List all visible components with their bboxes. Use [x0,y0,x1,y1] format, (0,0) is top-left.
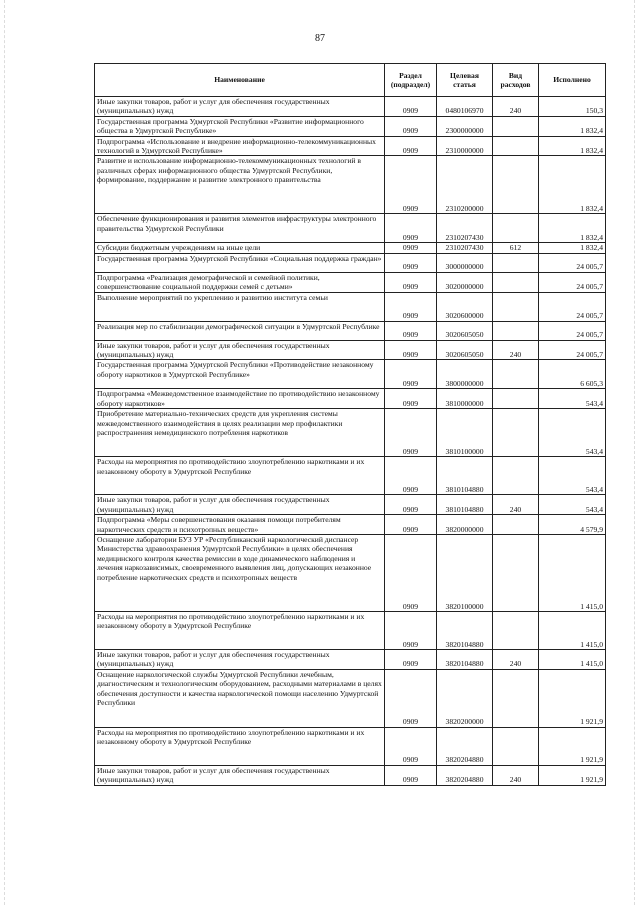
row-executed: 24 005,7 [539,340,606,360]
table-row [95,515,606,535]
header-name: Наименование [95,64,385,97]
row-kind [493,292,539,321]
row-name: Иные закупки товаров, работ и услуг для обеспечения государственных (муниципальных) нужд [95,97,385,117]
row-target: 3020605050 [437,321,493,340]
row-section: 0909 [385,360,437,389]
row-executed: 1 832,4 [539,116,606,136]
row-target: 3820104880 [437,611,493,649]
row-name: Выполнение мероприятий по укреплению и развитию института семьи [95,292,385,321]
row-kind [493,321,539,340]
row-executed: 1 832,4 [539,214,606,243]
row-section: 0909 [385,136,437,156]
row-kind [493,156,539,214]
row-executed: 1 832,4 [539,243,606,253]
row-executed: 1 832,4 [539,156,606,214]
row-section: 0909 [385,409,437,457]
row-name: Иные закупки товаров, работ и услуг для обеспечения государственных (муниципальных) нужд [95,495,385,515]
row-kind: 612 [493,243,539,253]
row-executed: 24 005,7 [539,253,606,272]
table-row [95,360,606,389]
row-target: 3020605050 [437,340,493,360]
table-row [95,97,606,117]
row-section: 0909 [385,669,437,727]
row-target: 3820104880 [437,649,493,669]
row-executed: 1 921,9 [539,727,606,765]
row-executed: 1 921,9 [539,669,606,727]
table-row [95,669,606,727]
scan-edge-left [4,0,6,905]
table-row [95,765,606,785]
row-executed: 543,4 [539,495,606,515]
row-kind [493,669,539,727]
row-kind [493,534,539,611]
row-kind: 240 [493,340,539,360]
row-name: Подпрограмма «Реализация демографической и семейной политики, совершенствование социальной поддержки семей с детьми» [95,272,385,292]
table-row [95,611,606,649]
row-target: 3820204880 [437,765,493,785]
row-executed: 543,4 [539,389,606,409]
row-section: 0909 [385,727,437,765]
row-executed: 1 415,0 [539,611,606,649]
table-row [95,389,606,409]
row-target: 2310207430 [437,214,493,243]
row-name: Государственная программа Удмуртской Республики «Развитие информационного общества в Удмуртской Республике» [95,116,385,136]
row-executed: 24 005,7 [539,292,606,321]
row-target: 3820100000 [437,534,493,611]
table-row [95,253,606,272]
row-section: 0909 [385,214,437,243]
row-target: 2310207430 [437,243,493,253]
row-section: 0909 [385,457,437,495]
row-section: 0909 [385,765,437,785]
row-target: 3000000000 [437,253,493,272]
row-name: Обеспечение функционирования и развития элементов инфраструктуры электронного правительства Удмуртской Республики [95,214,385,243]
table-row [95,156,606,214]
row-target: 0480106970 [437,97,493,117]
row-section: 0909 [385,321,437,340]
row-kind [493,611,539,649]
row-kind [493,253,539,272]
row-kind: 240 [493,495,539,515]
row-target: 3020000000 [437,272,493,292]
table-row [95,457,606,495]
row-name: Иные закупки товаров, работ и услуг для обеспечения государственных (муниципальных) нужд [95,649,385,669]
table-row [95,495,606,515]
table-row [95,292,606,321]
row-kind [493,272,539,292]
row-kind [493,727,539,765]
row-name: Реализация мер по стабилизации демографической ситуации в Удмуртской Республике [95,321,385,340]
row-executed: 543,4 [539,409,606,457]
row-section: 0909 [385,649,437,669]
row-name: Расходы на мероприятия по противодействию злоупотреблению наркотиками и их незаконному обороту в Удмуртской Республике [95,457,385,495]
table-row [95,409,606,457]
row-executed: 1 415,0 [539,534,606,611]
row-name: Иные закупки товаров, работ и услуг для обеспечения государственных (муниципальных) нужд [95,765,385,785]
row-target: 3820000000 [437,515,493,535]
row-section: 0909 [385,340,437,360]
table-header-row [95,64,606,97]
table-row [95,116,606,136]
row-section: 0909 [385,534,437,611]
row-target: 3810104880 [437,495,493,515]
page-number: 87 [315,33,325,44]
row-executed: 1 921,9 [539,765,606,785]
header-target: Целевая статья [437,64,493,97]
table-row [95,534,606,611]
row-kind: 240 [493,97,539,117]
row-kind [493,360,539,389]
row-executed: 543,4 [539,457,606,495]
row-target: 3820204880 [437,727,493,765]
row-target: 3800000000 [437,360,493,389]
table-row [95,136,606,156]
row-section: 0909 [385,272,437,292]
row-name: Подпрограмма «Использование и внедрение информационно-телекоммуникационных технологий в Удмуртской Республике» [95,136,385,156]
row-section: 0909 [385,389,437,409]
row-section: 0909 [385,495,437,515]
row-name: Субсидии бюджетным учреждениям на иные цели [95,243,385,253]
scan-edge-right [634,0,636,905]
row-target: 3810104880 [437,457,493,495]
row-section: 0909 [385,156,437,214]
header-kind: Вид расходов [493,64,539,97]
row-target: 2310000000 [437,136,493,156]
row-executed: 150,3 [539,97,606,117]
row-section: 0909 [385,292,437,321]
table-row [95,272,606,292]
row-executed: 24 005,7 [539,272,606,292]
table-row [95,214,606,243]
table-row [95,321,606,340]
header-section: Раздел (подраздел) [385,64,437,97]
header-executed: Исполнено [539,64,606,97]
row-section: 0909 [385,611,437,649]
row-section: 0909 [385,97,437,117]
row-target: 2300000000 [437,116,493,136]
table-row [95,727,606,765]
table-body [95,97,606,786]
table-row [95,340,606,360]
row-target: 3820200000 [437,669,493,727]
row-kind: 240 [493,649,539,669]
table-row [95,649,606,669]
row-kind [493,515,539,535]
row-executed: 1 415,0 [539,649,606,669]
row-kind: 240 [493,765,539,785]
row-name: Развитие и использование информационно-телекоммуникационных технологий в различных сферах информационного общества Удмуртской Республики, формирование, поддержание и развитие электронного правительства [95,156,385,214]
row-executed: 6 605,3 [539,360,606,389]
row-name: Расходы на мероприятия по противодействию злоупотреблению наркотиками и их незаконному обороту в Удмуртской Республике [95,611,385,649]
row-target: 2310200000 [437,156,493,214]
row-name: Подпрограмма «Меры совершенствования оказания помощи потребителям наркотических средств и психотропных веществ» [95,515,385,535]
row-kind [493,409,539,457]
row-executed: 1 832,4 [539,136,606,156]
row-section: 0909 [385,243,437,253]
row-section: 0909 [385,515,437,535]
row-target: 3810000000 [437,389,493,409]
row-section: 0909 [385,116,437,136]
row-executed: 4 579,9 [539,515,606,535]
row-name: Расходы на мероприятия по противодействию злоупотреблению наркотиками и их незаконному обороту в Удмуртской Республике [95,727,385,765]
budget-table [94,63,606,786]
row-name: Государственная программа Удмуртской Республики «Противодействие незаконному обороту наркотиков в Удмуртской Республике» [95,360,385,389]
row-kind [493,214,539,243]
row-section: 0909 [385,253,437,272]
row-kind [493,457,539,495]
row-name: Приобретение материально-технических средств для укрепления системы межведомственного взаимодействия в целях реализации мер профилактики распространения немедицинского потребления наркотиков [95,409,385,457]
row-kind [493,136,539,156]
row-name: Оснащение лаборатории БУЗ УР «Республиканский наркологический диспансер Министерства здравоохранения Удмуртской Республики» в целях обеспечения медицинского контроля качества ремиссии в ходе динамического наблюдения и лечения наркозависимых, своевременного выявления лиц, допускающих незаконное потребление наркотических средств и психотропных веществ [95,534,385,611]
row-target: 3020600000 [437,292,493,321]
table-row [95,243,606,253]
row-name: Иные закупки товаров, работ и услуг для обеспечения государственных (муниципальных) нужд [95,340,385,360]
row-name: Оснащение наркологической службы Удмуртской Республики лечебным, диагностическим и технологическим оборудованием, расходными материалами в целях обеспечения доступности и качества наркологической помощи населению Удмуртской Республики [95,669,385,727]
row-executed: 24 005,7 [539,321,606,340]
row-name: Подпрограмма «Межведомственное взаимодействие по противодействию незаконному обороту наркотиков» [95,389,385,409]
row-name: Государственная программа Удмуртской Республики «Социальная поддержка граждан» [95,253,385,272]
row-target: 3810100000 [437,409,493,457]
row-kind [493,116,539,136]
row-kind [493,389,539,409]
